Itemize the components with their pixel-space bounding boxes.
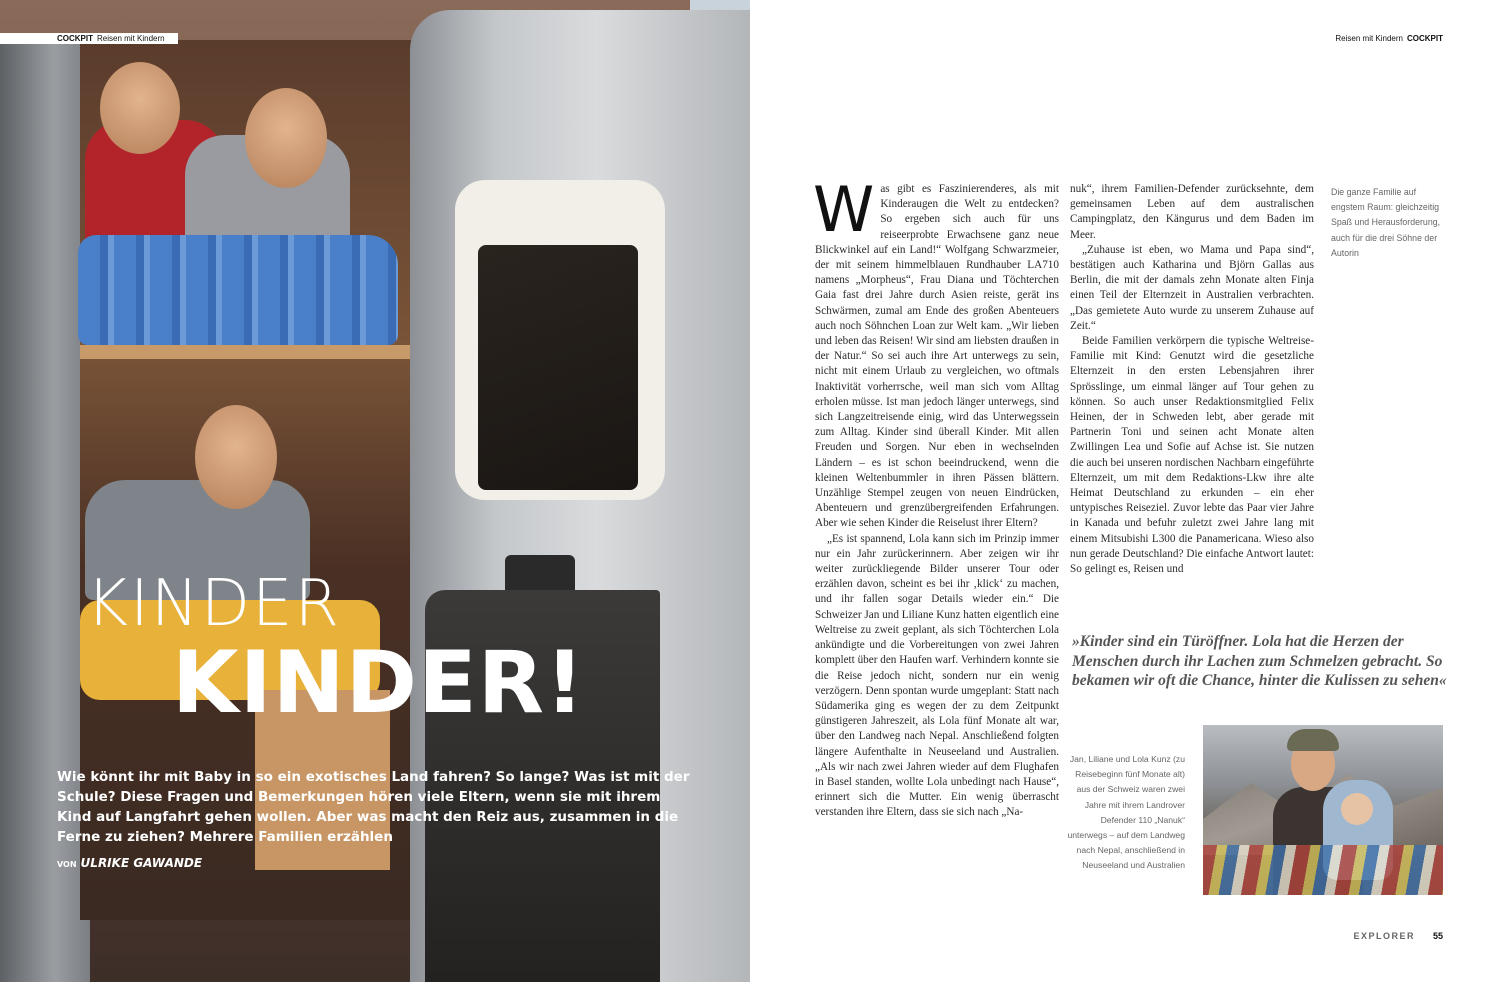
bunk-shelf [80, 345, 420, 359]
magazine-name: EXPLORER [1353, 931, 1415, 941]
page-number: 55 [1432, 931, 1443, 941]
baby-face [1341, 793, 1373, 825]
section-name: COCKPIT [57, 34, 93, 43]
kid-face-3 [195, 405, 277, 509]
kid-face-2 [245, 88, 327, 188]
kid-face-1 [100, 62, 180, 154]
prayer-flags [1203, 845, 1443, 895]
woman-cap [1287, 729, 1339, 751]
author-name: ULRIKE GAWANDE [80, 856, 203, 870]
door-window-glass [478, 245, 638, 490]
article-paragraph: Beide Familien verkörpern die typische Weltreise-Familie mit Kind: Genutzt wird die gesetzliche Elternzeit in den ersten Lebensjahren ihrer Sprösslinge, um einmal länger auf Tour gehen zu können. So auch unser Redaktionsmitglied Felix Heinen, der in Schweden lebt, aber gerade mit Partnerin Toni und seinen acht Monate alten Zwillingen Lea und Sofie auf Achse ist. Sie nutzen die auch bei unseren nordischen Nachbarn eingeführte Elternzeit, um mit dem Redaktions-Lkw ihre alte Heimat Deutschland zu erkunden – ein eher untypisches Reiseziel. Zuvor lebte das Paar vier Jahre in Kanada und befuhr zuletzt zwei Jahre lang mit einem Mitsubishi L300 die Panamericana. Wieso also nun gerade Deutschland? Die einfache Antwort lautet: So gelingt es, Reisen und [1070, 335, 1314, 576]
article-column-1 [813, 173, 1059, 821]
photo-caption: Jan, Liliane und Lola Kunz (zu Reisebeginn fünf Monate alt) aus der Schweiz waren zwei Jahre mit ihrem Landrover Defender 110 „Nanuk“ unterwegs – auf dem Landweg nach Nepal, anschließend in Neuseeland und Australien [1067, 754, 1185, 871]
section-tag [0, 33, 178, 44]
blue-blanket [78, 235, 398, 345]
family-photo [1203, 725, 1443, 895]
pull-quote: »Kinder sind ein Türöffner. Lola hat die Herzen der Menschen durch ihr Lachen zum Schmelzen gebracht. So bekamen wir oft die Chance, hinter die Kulissen zu sehen« [1072, 633, 1447, 689]
article-paragraph: „Zuhause ist eben, wo Mama und Papa sind“, bestätigen auch Katharina und Björn Gallas aus Berlin, die mit der damals zehn Monate alten Finja einen Teil der Elternzeit in Australien verbrachten. „Das gemietete Auto wurde zu unserem Zuhause auf Zeit.“ [1070, 243, 1314, 332]
drop-cap: W [813, 173, 875, 246]
section-topic: Reisen mit Kindern [97, 34, 165, 43]
article-paragraph: „Es ist spannend, Lola kann sich im Prinzip immer nur ein Jahr zurückerinnern. Aber zeigen wir ihr weiter zurückliegende Bilder unserer Tour oder erzählen davon, scheint es bei ihr ‚klick‘ zu machen, und ihr fallen sogar Details wieder ein.“ Die Schweizer Jan und Liliane Kunz hatten eigentlich eine Weltreise zu zweit geplant, als sich Töchterchen Lola ankündigte und die Vorbereitungen von zwei Jahren komplett über den Haufen warf. Verhindern konnte sie die Reise jedoch nicht, sondern nur ein wenig verzögern. Denn spontan wurde umgeplant: Statt nach Südamerika ging es wegen der zu dem Zeitpunkt günstigeren Jahreszeit, als Lola fünf Monate alt war, über den Landweg nach Nepal. Anschließend folgten längere Aufenthalte in Neuseeland und Australien. „Als wir nach zwei Jahren wieder auf dem Flughafen in Basel standen, wollte Lola unbedingt nach Hause“, erinnert sich die Mutter. Ein wenig überrascht verstanden ihre Eltern, dass sie sich nach „Na- [815, 532, 1059, 819]
page-footer [1353, 931, 1443, 941]
byline [57, 856, 202, 870]
headline-line-2: KINDER! [172, 633, 586, 733]
byline-prefix: VON [57, 860, 77, 869]
door-handle [505, 555, 575, 595]
paragraph-text: as gibt es Faszinierenderes, als mit Kinderaugen die Welt zu entdecken? So ergeben sich auch für uns reiseerprobte Erwachsene ganz neue Blickwinkel auf ein Land!“ Wolfgang Schwarzmeier, der mit seinem himmelblauen Rundhauber LA710 namens „Morpheus“, Frau Diana und Töchterchen Gaia fast drei Jahre durch Asien reiste, gerät ins Schwärmen, zumal am Ende des großen Abenteuers auch noch Söhnchen Loan zur Welt kam. „Wir lieben und leben das Reisen! Wir sind am liebsten draußen in der Natur.“ So sei auch ihre Art unterwegs zu sein, nicht mit einem Urlaub zu vergleichen, wo oftmals Inaktivität vorherrsche, weil man sich vom Alltag erholen müsse. Ist man jedoch länger unterwegs, sind sich Langzeitreisende einig, wird das Unterwegssein zum Alltag. Kinder sind überall Kinder. Mit allen Freuden und Sorgen. Nur eben in wechselnden Ländern – es ist schon beeindruckend, wenn die kleinen Weltenbummler in ihren Pässen blättern. Unzählige Stempel zeugen von neuen Eindrücken, Abenteuern und grenzübergreifenden Erfahrungen. Aber wie sehen Kinder die Reiselust ihrer Eltern? [815, 183, 1059, 530]
running-head [1335, 33, 1443, 44]
intro-text: Wie könnt ihr mit Baby in so ein exotisches Land fahren? So lange? Was ist mit der Schule? Diese Fragen und Bemerkungen hören viele Eltern, wenn sie mit ihrem Kind auf Langfahrt gehen wollen. Aber was macht den Reiz aus, zusammen in die Ferne zu ziehen? Mehrere Familien erzählen [57, 769, 690, 845]
article-column-2 [1070, 182, 1314, 577]
article-paragraph: nuk“, ihrem Familien-Defender zurücksehnte, dem gemeinsamen Leben auf dem australischen Campingplatz, den Kängurus und dem Baden im Meer. [1070, 183, 1314, 241]
running-head-topic: Reisen mit Kindern [1335, 34, 1403, 43]
headline-line-1: KINDER [86, 567, 341, 641]
photo-caption-top: Die ganze Familie auf engstem Raum: gleichzeitig Spaß und Herausforderung, auch für die drei Söhne der Autorin [1331, 187, 1441, 258]
article-paragraph [813, 173, 1059, 532]
running-head-section: COCKPIT [1407, 34, 1443, 43]
